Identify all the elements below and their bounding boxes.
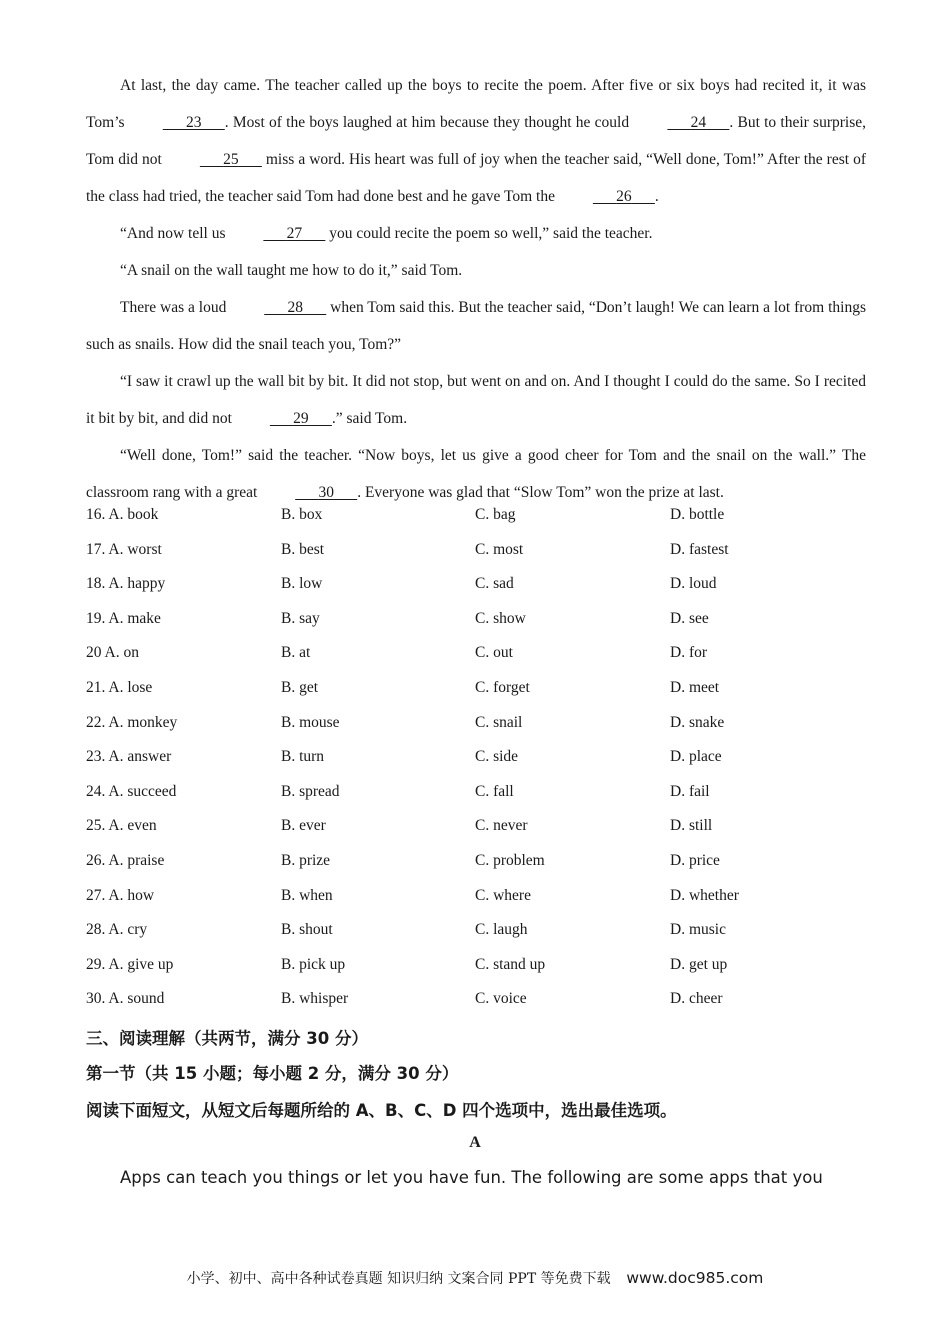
option-choice: C. problem xyxy=(475,851,545,869)
option-choice: 19. A. make xyxy=(86,609,161,627)
option-choice: 30. A. sound xyxy=(86,990,165,1008)
passage-paragraph xyxy=(86,363,866,437)
passage-intro: Apps can teach you things or let you have fun. The following are some apps that you xyxy=(120,1168,823,1187)
option-choice: B. pick up xyxy=(281,955,346,973)
option-choice: C. snail xyxy=(475,713,523,731)
passage-paragraph xyxy=(86,289,866,363)
option-choice: C. side xyxy=(475,748,519,766)
option-choice: C. where xyxy=(475,886,531,904)
option-choice: C. laugh xyxy=(475,921,528,939)
option-row xyxy=(86,881,866,916)
passage-text: when Tom said this. But the teacher said, “Don’t laugh! We can learn a lot from things such as snails. How did the snail teach you, Tom?” xyxy=(86,299,867,353)
option-choice: 16. A. book xyxy=(86,506,159,523)
blank-24 xyxy=(633,104,729,141)
cloze-passage xyxy=(86,67,866,511)
option-row xyxy=(86,846,866,881)
option-choice: B. mouse xyxy=(281,713,340,731)
option-choice: D. bottle xyxy=(670,506,725,523)
option-choice: C. stand up xyxy=(475,955,546,973)
blank-number: 24 xyxy=(690,114,707,131)
option-choice: C. voice xyxy=(475,990,527,1008)
option-choice: B. when xyxy=(281,886,333,904)
passage-text: .” said Tom. xyxy=(331,410,408,427)
passage-text: At last, the day came. The teacher called up the boys to recite the poem. After five or six boys had recited it, it was Tom’s xyxy=(86,77,866,131)
option-choice: B. turn xyxy=(281,748,325,766)
blank-number: 30 xyxy=(318,484,334,501)
option-row xyxy=(86,638,866,673)
passage-label: A xyxy=(469,1134,481,1151)
footer-text: 小学、初中、高中各种试卷真题 知识归纳 文案合同 PPT 等免费下载 xyxy=(186,1271,611,1287)
option-row xyxy=(86,950,866,985)
option-choice: D. meet xyxy=(670,678,720,696)
section-heading: 三、阅读理解（共两节，满分 30 分） xyxy=(86,1029,368,1048)
option-choice: D. fastest xyxy=(670,540,729,558)
option-choice: B. prize xyxy=(281,851,331,869)
option-choice: 28. A. cry xyxy=(86,921,148,939)
blank-number: 25 xyxy=(223,151,239,168)
option-row xyxy=(86,984,866,1019)
blank-number: 26 xyxy=(616,188,632,205)
option-choice: D. see xyxy=(670,609,709,627)
option-choice: 27. A. how xyxy=(86,886,155,904)
option-row xyxy=(86,673,866,708)
option-row xyxy=(86,569,866,604)
option-choice: C. most xyxy=(475,540,524,558)
blank-26 xyxy=(559,178,655,215)
option-choice: D. whether xyxy=(670,886,739,904)
passage-text: . xyxy=(654,188,659,205)
option-choice: D. place xyxy=(670,748,722,766)
blank-29 xyxy=(236,400,332,437)
passage-paragraph xyxy=(86,67,866,215)
passage-text: miss a word. His heart was full of joy when the teacher said, “Well done, Tom!” After the rest of the class had tried, the teacher said Tom had done best and he gave Tom the xyxy=(86,151,866,205)
passage-text: . Most of the boys laughed at him because they thought he could xyxy=(224,114,634,131)
section-instruction: 阅读下面短文，从短文后每题所给的 A、B、C、D 四个选项中，选出最佳选项。 xyxy=(86,1101,677,1120)
option-choice: 20 A. on xyxy=(86,644,139,662)
option-choice: D. loud xyxy=(670,575,717,593)
option-row xyxy=(86,915,866,950)
page-footer xyxy=(0,1268,950,1288)
option-choice: B. spread xyxy=(281,782,340,800)
option-choice: 23. A. answer xyxy=(86,748,172,766)
option-row xyxy=(86,500,866,535)
option-choice: 21. A. lose xyxy=(86,678,153,696)
option-choice: B. get xyxy=(281,678,319,696)
option-row xyxy=(86,811,866,846)
passage-text: “Well done, Tom!” said the teacher. “Now boys, let us give a good cheer for Tom and the snail on the wall.” The classroom rang with a great xyxy=(86,447,866,501)
option-choice: D. fail xyxy=(670,782,710,800)
option-choice: C. fall xyxy=(475,782,514,800)
blank-number: 28 xyxy=(287,299,303,316)
option-choice: D. snake xyxy=(670,713,725,731)
option-choice: B. say xyxy=(281,609,320,627)
option-choice: 17. A. worst xyxy=(86,540,162,558)
option-choice: D. still xyxy=(670,817,713,835)
option-row xyxy=(86,742,866,777)
option-choice: B. ever xyxy=(281,817,326,835)
blank-23 xyxy=(129,104,225,141)
passage-text: “A snail on the wall taught me how to do it,” said Tom. xyxy=(120,262,463,279)
blank-25 xyxy=(166,141,262,178)
option-row xyxy=(86,708,866,743)
passage-paragraph xyxy=(86,252,866,289)
option-choice: B. at xyxy=(281,644,311,662)
passage-text: you could recite the poem so well,” said the teacher. xyxy=(325,225,653,242)
passage-text: . But to their surprise, Tom did not xyxy=(86,114,867,168)
option-choice: 18. A. happy xyxy=(86,575,166,593)
passage-text: . Everyone was glad that “Slow Tom” won the prize at last. xyxy=(357,484,724,501)
option-choice: 24. A. succeed xyxy=(86,782,177,800)
section-subheading: 第一节（共 15 小题；每小题 2 分，满分 30 分） xyxy=(86,1064,459,1083)
passage-paragraph xyxy=(86,215,866,252)
blank-number: 29 xyxy=(293,410,309,427)
option-choice: D. for xyxy=(670,644,708,662)
option-choice: 22. A. monkey xyxy=(86,713,178,731)
option-choice: C. never xyxy=(475,817,528,835)
option-choice: B. box xyxy=(281,506,323,523)
blank-number: 27 xyxy=(286,225,303,242)
option-choice: D. get up xyxy=(670,955,728,973)
option-choice: C. forget xyxy=(475,678,530,696)
option-choice: B. best xyxy=(281,540,325,558)
option-row xyxy=(86,535,866,570)
blank-27 xyxy=(229,215,325,252)
option-choice: B. whisper xyxy=(281,990,349,1008)
option-choice: C. show xyxy=(475,609,526,627)
option-choice: B. low xyxy=(281,575,323,593)
passage-text: There was a loud xyxy=(120,299,231,316)
option-choice: D. cheer xyxy=(670,990,723,1008)
option-choice: D. music xyxy=(670,921,726,939)
option-choice: 26. A. praise xyxy=(86,851,165,869)
option-choice: D. price xyxy=(670,851,720,869)
option-choice: C. bag xyxy=(475,506,516,523)
footer-url[interactable]: www.doc985.com xyxy=(626,1269,764,1287)
option-choice: B. shout xyxy=(281,921,333,939)
option-choice: C. out xyxy=(475,644,513,662)
option-row xyxy=(86,604,866,639)
answer-options xyxy=(86,500,866,1019)
option-row xyxy=(86,777,866,812)
passage-text: “And now tell us xyxy=(120,225,230,242)
option-choice: 29. A. give up xyxy=(86,955,174,973)
blank-28 xyxy=(230,289,326,326)
option-choice: 25. A. even xyxy=(86,817,157,835)
option-choice: C. sad xyxy=(475,575,514,593)
blank-number: 23 xyxy=(186,114,202,131)
passage-text: “I saw it crawl up the wall bit by bit. It did not stop, but went on and on. And I thought I could do the same. So I recited it bit by bit, and did not xyxy=(86,373,866,427)
